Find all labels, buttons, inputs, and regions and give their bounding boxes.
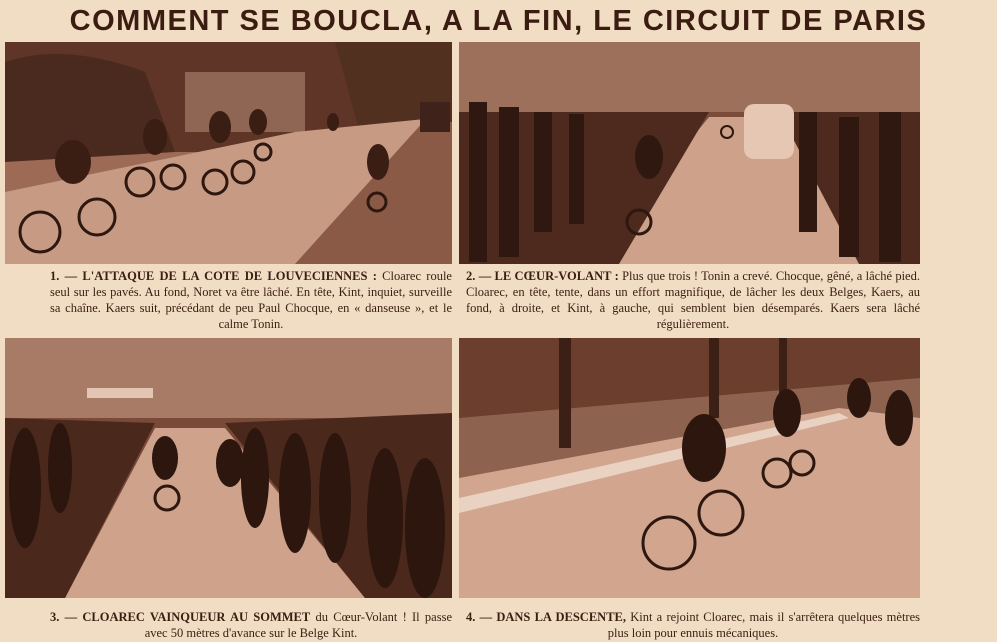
photo-climb-louveciennes (5, 42, 452, 264)
photo-descent (459, 338, 920, 598)
photo-cloarec-summit (5, 338, 452, 598)
caption-3-body: du Cœur-Volant ! Il passe avec 50 mètres d'avance sur le Belge Kint. (144, 610, 452, 640)
caption-2 (466, 268, 920, 332)
caption-1-lead: 1. — L'ATTAQUE DE LA COTE DE LOUVECIENNES : (50, 269, 377, 283)
caption-3-lead: 3. — CLOAREC VAINQUEUR AU SOMMET (50, 610, 311, 624)
caption-1 (50, 268, 452, 332)
caption-2-lead: 2. — LE CŒUR-VOLANT : (466, 269, 619, 283)
caption-4-lead: 4. — DANS LA DESCENTE, (466, 610, 626, 624)
caption-3 (50, 609, 452, 641)
photo-coeur-volant (459, 42, 920, 264)
caption-1-body: Cloarec roule seul sur les pavés. Au fond, Noret va être lâché. En tête, Kint, inquiet, surveille sa chaîne. Kaers suit, précédant de peu Paul Chocque, en « danseuse », et le calme Tonin. (50, 269, 452, 331)
page-headline: COMMENT SE BOUCLA, A LA FIN, LE CIRCUIT DE PARIS (69, 5, 928, 37)
caption-4-body: Kint a rejoint Cloarec, mais il s'arrêtera quelques mètres plus loin pour ennuis mécaniques. (607, 610, 920, 640)
caption-4 (466, 609, 920, 641)
caption-2-body: Plus que trois ! Tonin a crevé. Chocque, gêné, a lâché pied. Cloarec, en tête, tente, dans un effort magnifique, de lâcher les deux Belges, Kaers, au fond, à droite, et Kint, à gauche, qui semblent bien désemparés. Kaers sera lâché régulièrement. (466, 269, 920, 331)
